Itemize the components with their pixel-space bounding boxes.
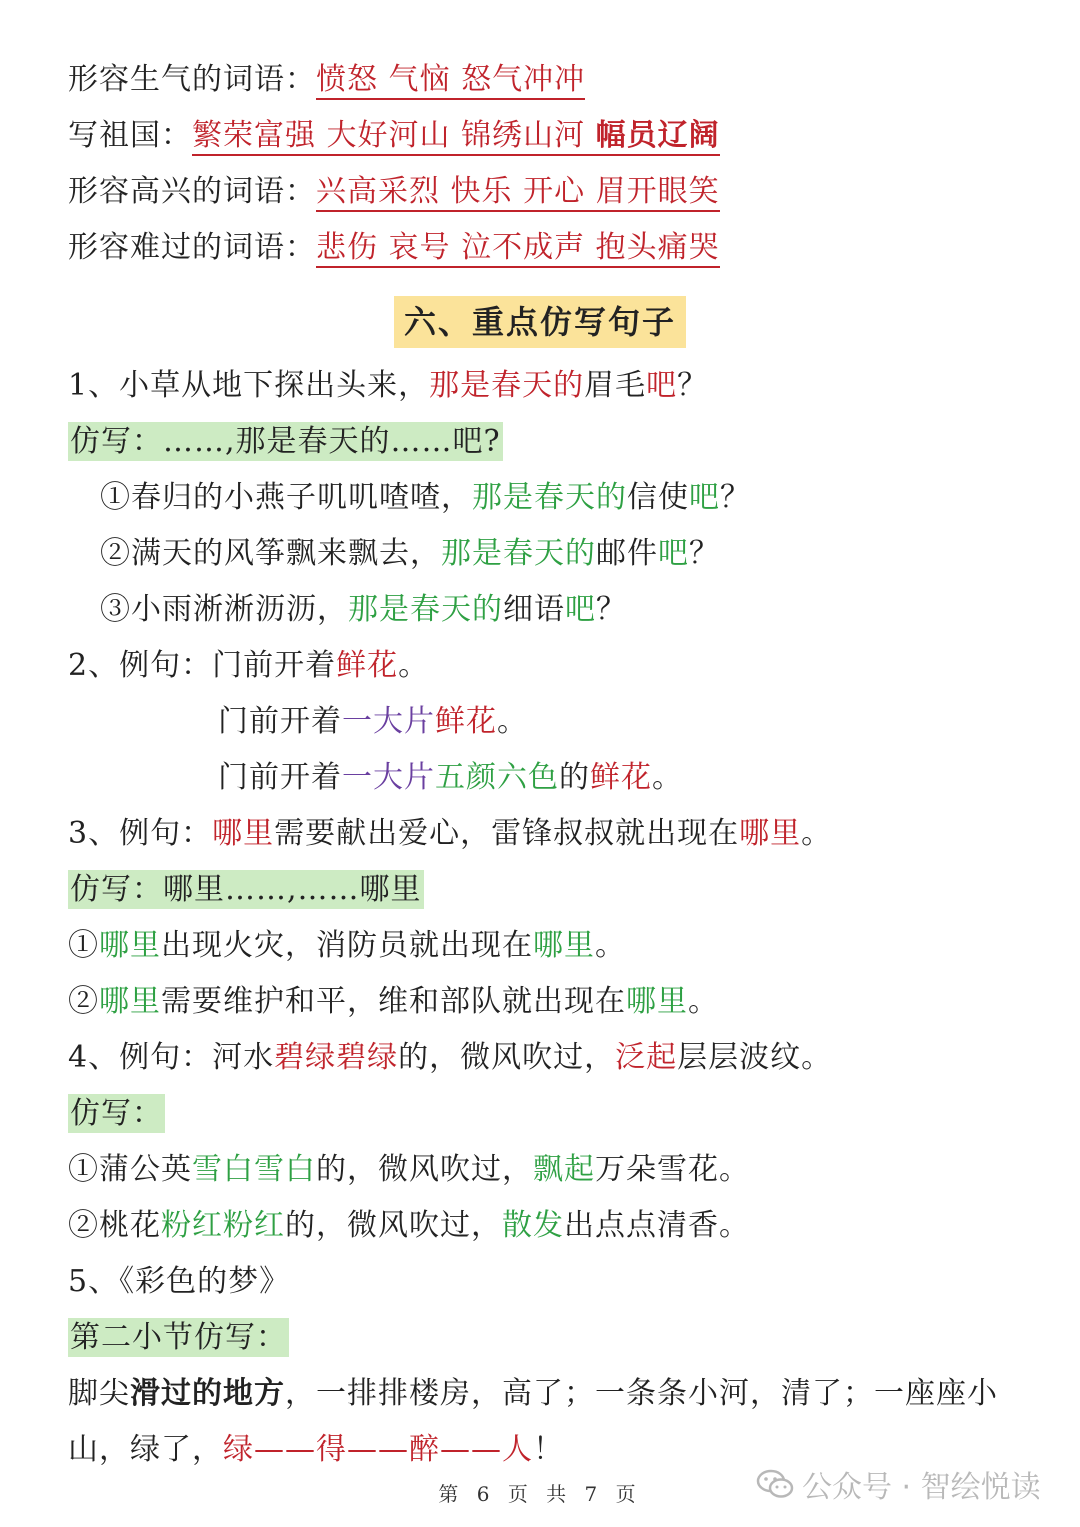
page-footer: 第 6 页 共 7 页	[438, 1482, 642, 1506]
imitate-item: ①哪里出现火灾，消防员就出现在哪里。	[68, 928, 626, 963]
word-values: 繁荣富强 大好河山 锦绣山河 幅员辽阔	[192, 118, 720, 156]
imitate-item: ②桃花粉红粉红的，微风吹过，散发出点点清香。	[68, 1208, 750, 1243]
sentence-2-expand-2: 门前开着一大片五颜六色的鲜花。	[218, 760, 683, 795]
section-title: 六、重点仿写句子	[394, 296, 686, 348]
imitate-item: ①蒲公英雪白雪白的，微风吹过，飘起万朵雪花。	[68, 1152, 750, 1187]
sentence-2: 2、例句：门前开着鲜花。	[68, 648, 430, 683]
poem-line-2: 山，绿了，绿——得——醉——人！	[68, 1432, 564, 1467]
poem-line-1: 脚尖滑过的地方，一排排楼房，高了；一条条小河，清了；一座座小	[68, 1376, 998, 1411]
sentence-3: 3、例句：哪里需要献出爱心，雷锋叔叔就出现在哪里。	[68, 816, 833, 851]
imitate-item: ②哪里需要维护和平，维和部队就出现在哪里。	[68, 984, 719, 1019]
imitate-label-3: 仿写：哪里……,……哪里	[70, 872, 422, 907]
sentence-4: 4、例句：河水碧绿碧绿的，微风吹过，泛起层层波纹。	[68, 1040, 833, 1075]
imitate-label-1: 仿写：……,那是春天的……吧?	[70, 424, 501, 459]
sentence-5-title: 5、《彩色的梦》	[68, 1264, 291, 1299]
watermark-text: 公众号 · 智绘悦读	[802, 1470, 1041, 1505]
imitate-item: ①春归的小燕子叽叽喳喳，那是春天的信使吧？	[100, 480, 751, 515]
word-line-angry: 形容生气的词语：愤怒 气恼 怒气冲冲	[68, 60, 585, 100]
word-values: 愤怒 气恼 怒气冲冲	[316, 62, 585, 100]
imitate-item: ③小雨淅淅沥沥，那是春天的细语吧？	[100, 592, 627, 627]
wechat-icon	[756, 1468, 794, 1500]
sentence-2-expand-1: 门前开着一大片鲜花。	[218, 704, 528, 739]
imitate-label-4: 仿写：	[70, 1096, 163, 1131]
word-line-sad: 形容难过的词语：悲伤 哀号 泣不成声 抱头痛哭	[68, 228, 720, 268]
word-line-happy: 形容高兴的词语：兴高采烈 快乐 开心 眉开眼笑	[68, 172, 720, 212]
sentence-1: 1、小草从地下探出头来，那是春天的眉毛吧？	[68, 368, 709, 403]
word-values: 兴高采烈 快乐 开心 眉开眼笑	[316, 174, 720, 212]
word-line-country: 写祖国：繁荣富强 大好河山 锦绣山河 幅员辽阔	[68, 116, 720, 156]
imitate-label-5: 第二小节仿写：	[70, 1320, 287, 1355]
watermark	[756, 1462, 1041, 1506]
imitate-item: ②满天的风筝飘来飘去，那是春天的邮件吧？	[100, 536, 720, 571]
word-values: 悲伤 哀号 泣不成声 抱头痛哭	[316, 230, 720, 268]
